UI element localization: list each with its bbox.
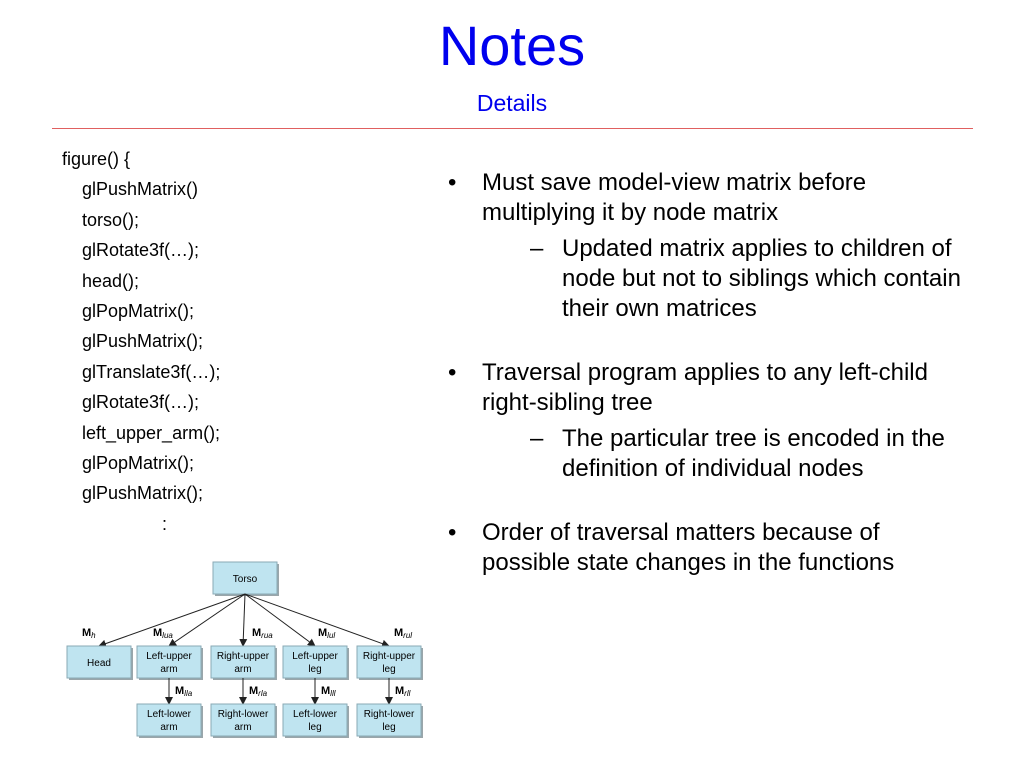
matrix-label: Mrll bbox=[395, 685, 411, 698]
code-line: glRotate3f(…); bbox=[82, 392, 200, 413]
matrix-label: Mrua bbox=[252, 627, 273, 640]
matrix-label: Mlul bbox=[318, 627, 336, 640]
bullet-text: Must save model-view matrix before multiplying it by node matrix bbox=[482, 169, 867, 226]
bullet-text: Order of traversal matters because of possible state changes in the functions bbox=[482, 519, 895, 576]
bullet-item bbox=[448, 168, 968, 324]
node-label: Right-upper bbox=[362, 651, 416, 662]
node-label: leg bbox=[382, 664, 396, 675]
dash-icon: – bbox=[530, 425, 544, 452]
code-line: : bbox=[162, 513, 168, 534]
code-line: glPopMatrix(); bbox=[82, 300, 195, 321]
code-listing bbox=[62, 144, 220, 539]
node-label: Right-lower bbox=[363, 709, 415, 720]
node-label: leg bbox=[382, 722, 396, 733]
matrix-label: Mlua bbox=[153, 627, 173, 640]
code-line: head(); bbox=[82, 270, 140, 291]
bullet-dot-icon: • bbox=[448, 359, 457, 386]
code-line: left_upper_arm(); bbox=[82, 422, 221, 443]
node-label: Left-upper bbox=[146, 651, 192, 662]
code-line: figure() { bbox=[62, 149, 131, 169]
sub-bullet-text: Updated matrix applies to children of node but not to siblings which contain their own matrices bbox=[562, 235, 961, 322]
sub-bullet-item bbox=[482, 234, 968, 324]
node-label: arm bbox=[234, 722, 252, 733]
bullet-dot-icon: • bbox=[448, 169, 457, 196]
node-label: Right-lower bbox=[217, 709, 269, 720]
slide-subtitle: Details bbox=[476, 90, 548, 116]
bullet-item bbox=[448, 518, 968, 578]
matrix-label: Mh bbox=[82, 627, 96, 640]
matrix-label: Mlll bbox=[321, 685, 336, 698]
matrix-label: Mrul bbox=[394, 627, 413, 640]
node-label: Left-lower bbox=[293, 709, 337, 720]
bullet-dot-icon: • bbox=[448, 519, 457, 546]
matrix-label: Mlla bbox=[175, 685, 193, 698]
node-label: Left-lower bbox=[147, 709, 191, 720]
code-line: glTranslate3f(…); bbox=[82, 361, 221, 382]
node-label: arm bbox=[160, 664, 178, 675]
code-line: glPushMatrix(); bbox=[82, 483, 204, 504]
sub-bullet-item bbox=[482, 424, 968, 484]
bullet-list bbox=[448, 168, 968, 594]
node-label: Torso bbox=[232, 574, 258, 585]
title-divider bbox=[52, 128, 973, 129]
node-label: leg bbox=[308, 664, 322, 675]
edge-arrow bbox=[169, 594, 245, 646]
code-line: glPushMatrix(); bbox=[82, 331, 204, 352]
scene-graph-diagram bbox=[60, 558, 440, 748]
matrix-label: Mrla bbox=[249, 685, 268, 698]
node-label: arm bbox=[234, 664, 252, 675]
code-line: torso(); bbox=[82, 209, 140, 230]
tree-svg bbox=[60, 558, 440, 743]
bullet-item bbox=[448, 358, 968, 484]
code-line: glRotate3f(…); bbox=[82, 240, 200, 261]
sub-bullet-text: The particular tree is encoded in the definition of individual nodes bbox=[562, 425, 945, 482]
code-line: glPopMatrix(); bbox=[82, 452, 195, 473]
node-label: Head bbox=[87, 658, 111, 669]
node-label: Right-upper bbox=[216, 651, 270, 662]
dash-icon: – bbox=[530, 235, 544, 262]
code-line: glPushMatrix() bbox=[82, 179, 199, 200]
node-label: leg bbox=[308, 722, 322, 733]
bullet-text: Traversal program applies to any left-child right-sibling tree bbox=[482, 359, 928, 416]
node-label: arm bbox=[160, 722, 178, 733]
edge-arrow bbox=[243, 594, 245, 646]
slide-title: Notes bbox=[438, 14, 586, 77]
node-label: Left-upper bbox=[292, 651, 338, 662]
